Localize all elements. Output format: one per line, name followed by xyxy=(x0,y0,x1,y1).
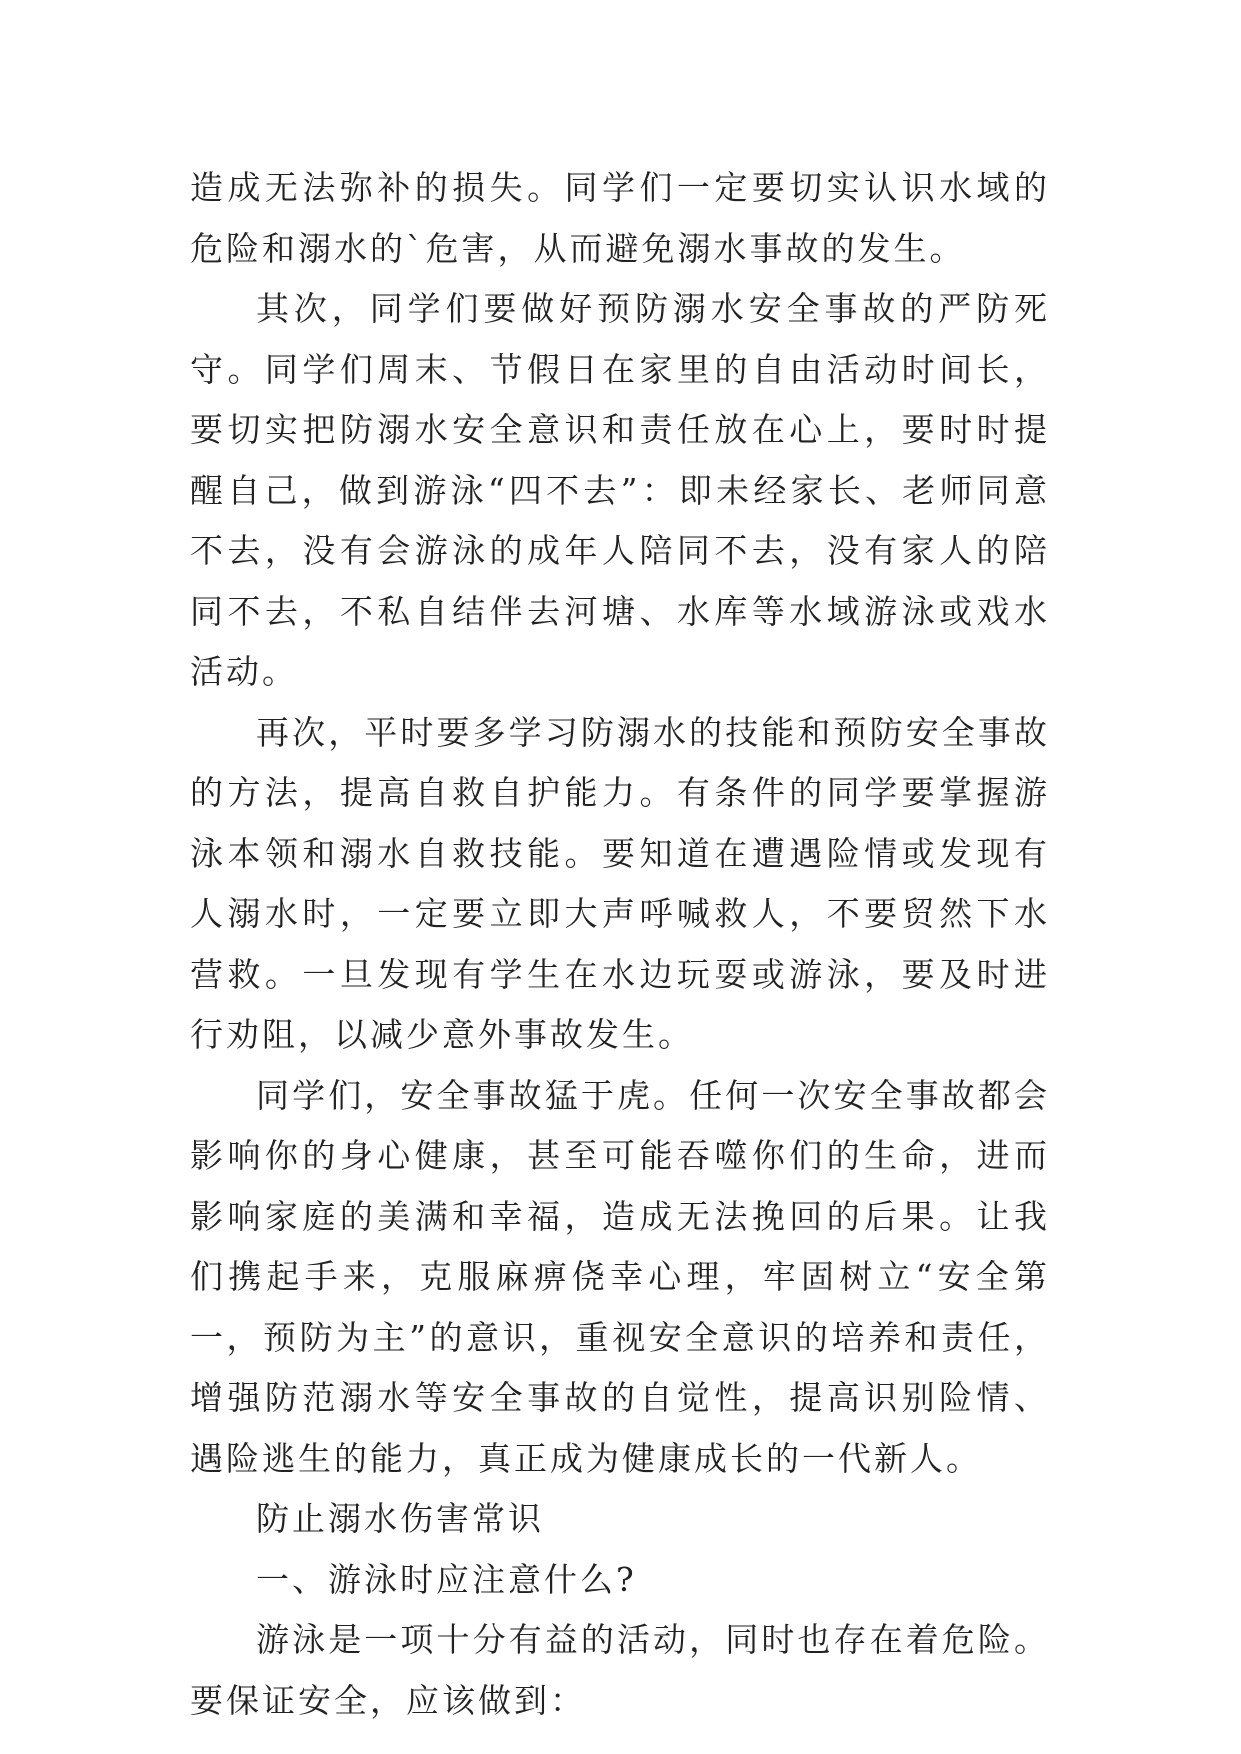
paragraph-continuation: 造成无法弥补的损失。同学们一定要切实认识水域的危险和溺水的`危害，从而避免溺水事故的发生。 xyxy=(190,168,1050,268)
paragraph-second: 其次，同学们要做好预防溺水安全事故的严防死守。同学们周末、节假日在家里的自由活动时间长，要切实把防溺水安全意识和责任放在心上，要时时提醒自己，做到游泳“四不去”：即未经家长、老师同意不去，没有会游泳的成年人陪同不去，没有家人的陪同不去，不私自结伴去河塘、水库等水域游泳或戏水活动。 xyxy=(190,289,1050,691)
section-heading: 防止溺水伤害常识 xyxy=(256,1499,544,1538)
document-body xyxy=(190,158,1050,1731)
paragraph-conclusion: 同学们，安全事故猛于虎。任何一次安全事故都会影响你的身心健康，甚至可能吞噬你们的生命，进而影响家庭的美满和幸福，造成无法挽回的后果。让我们携起手来，克服麻痹侥幸心理，牢固树立“安全第一，预防为主”的意识，重视安全意识的培养和责任，增强防范溺水等安全事故的自觉性，提高识别险情、遇险逃生的能力，真正成为健康成长的一代新人。 xyxy=(190,1075,1050,1478)
paragraph-swimming: 游泳是一项十分有益的活动，同时也存在着危险。要保证安全，应该做到： xyxy=(190,1620,1050,1720)
subsection-heading: 一、游泳时应注意什么? xyxy=(256,1559,637,1599)
paragraph-third: 再次，平时要多学习防溺水的技能和预防安全事故的方法，提高自救自护能力。有条件的同学要掌握游泳本领和溺水自救技能。要知道在遭遇险情或发现有人溺水时，一定要立即大声呼喊救人，不要贸然下水营救。一旦发现有学生在水边玩耍或游泳，要及时进行劝阻，以减少意外事故发生。 xyxy=(190,712,1050,1054)
